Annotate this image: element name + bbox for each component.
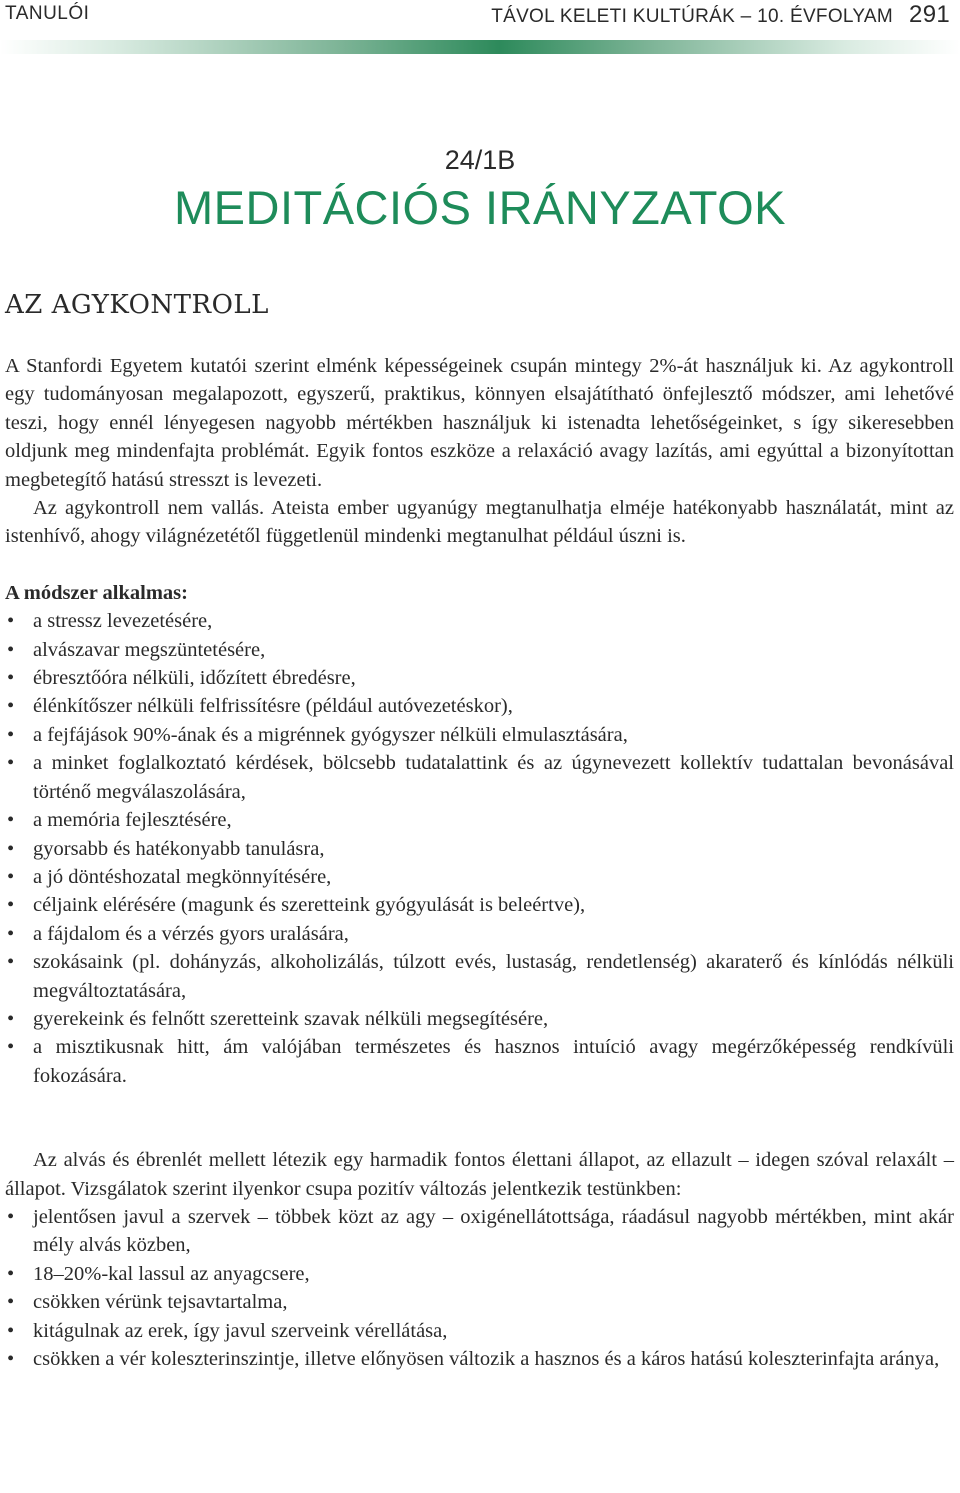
list-item: • a jó döntéshozatal megkönnyítésére, (5, 863, 954, 891)
header-left: TANULÓI (5, 3, 90, 24)
section-title: AZ AGYKONTROLL (5, 290, 269, 320)
list-item: • csökken a vér koleszterinszintje, illetve előnyösen változik a hasznos és a káros hatású koleszterinfajta aránya, (5, 1345, 954, 1373)
bullet-icon: • (7, 1036, 15, 1059)
bullet-icon: • (7, 922, 15, 945)
bullet-icon: • (7, 752, 15, 775)
bullet-icon: • (7, 638, 15, 661)
page-number: 291 (909, 1, 950, 28)
list-item: • gyorsabb és hatékonyabb tanulásra, (5, 835, 954, 863)
bullet-icon: • (7, 723, 15, 746)
list-item: • a minket foglalkoztató kérdések, bölcsebb tudatalattink és az úgynevezett kollektív tudattalan bevonásával történő megválaszolására, (5, 749, 954, 806)
list-item: • a stressz levezetésére, (5, 607, 954, 635)
benefits-list (5, 607, 954, 1090)
effects-list (5, 1203, 954, 1373)
bullet-icon: • (7, 1291, 15, 1314)
bullet-icon: • (7, 1319, 15, 1342)
lesson-number: 24/1B (444, 145, 516, 175)
bullet-icon: • (7, 894, 15, 917)
bullet-icon: • (7, 837, 15, 860)
list-item: • alvászavar megszüntetésére, (5, 636, 954, 664)
list-item: • a fájdalom és a vérzés gyors uralására, (5, 920, 954, 948)
list-item: • a memória fejlesztésére, (5, 806, 954, 834)
bullet-icon: • (7, 951, 15, 974)
bullet-icon: • (7, 1262, 15, 1285)
header-course: TÁVOL KELETI KULTÚRÁK – 10. ÉVFOLYAM (491, 6, 894, 27)
bullet-icon: • (7, 809, 15, 832)
list-item: • a misztikusnak hitt, ám valójában természetes és hasznos intuíció avagy megérzőképesség rendkívüli fokozására. (5, 1033, 954, 1090)
bullet-icon: • (7, 1348, 15, 1370)
bullet-icon: • (7, 695, 15, 718)
page-title: MEDITÁCIÓS IRÁNYZATOK (174, 181, 786, 234)
body-text (5, 352, 954, 1373)
bullet-icon: • (7, 1205, 15, 1228)
list-item: • céljaink elérésére (magunk és szeretteink gyógyulását is beleértve), (5, 891, 954, 919)
bullet-icon: • (7, 1007, 15, 1030)
paragraph-relaxation: Az alvás és ébrenlét mellett létezik egy harmadik fontos élettani állapot, az ellazult – idegen szóval relaxált – állapot. Vizsgálatok szerint ilyenkor csupa pozitív változás jelentkezik testünkben: (5, 1149, 954, 1200)
list-item: • a fejfájások 90%-ának és a migrénnek gyógyszer nélküli elmulasztására, (5, 721, 954, 749)
header-rule (0, 40, 960, 54)
paragraph-religion: Az agykontroll nem vallás. Ateista ember ugyanúgy megtanulhatja elméje hatékonyabb használatát, mint az istenhívő, ahogy világnézetétől függetlenül mindenki megtanulhat például úszni is. (5, 497, 954, 548)
list-item: • ébresztőóra nélküli, időzített ébredésre, (5, 664, 954, 692)
bullet-icon: • (7, 667, 15, 690)
header-right (491, 1, 950, 29)
list-item: • csökken vérünk tejsavtartalma, (5, 1288, 954, 1316)
bullet-icon: • (7, 865, 15, 888)
list-item: • jelentősen javul a szervek – többek közt az agy – oxigénellátottsága, ráadásul nagyobb mértékben, mint akár mély alvás közben, (5, 1203, 954, 1260)
list-item: • élénkítőszer nélküli felfrissítésre (például autóvezetéskor), (5, 692, 954, 720)
bullet-icon: • (7, 610, 15, 633)
list-lead: A módszer alkalmas: (5, 581, 188, 604)
list-item: • 18–20%-kal lassul az anyagcsere, (5, 1260, 954, 1288)
list-item: • gyerekeink és felnőtt szeretteink szavak nélküli megsegítésére, (5, 1005, 954, 1033)
list-item: • szokásaink (pl. dohányzás, alkoholizálás, túlzott evés, lustaság, rendetlenség) akaraterő és kínlódás nélküli megváltoztatására, (5, 948, 954, 1005)
list-item: • kitágulnak az erek, így javul szerveink vérellátása, (5, 1317, 954, 1345)
paragraph-intro: A Stanfordi Egyetem kutatói szerint elménk képességeinek csupán mintegy 2%-át használjuk ki. Az agykontroll egy tudományosan megalapozott, egyszerű, praktikus, könnyen elsajátítható önfejlesztő módszer, ami lehetővé teszi, hogy ennél lényegesen nagyobb mértékben használjuk ki istenadta lehetőségeinket, s így sikeresebben oldjunk meg mindenfajta problémát. Egyik fontos eszköze a relaxáció avagy lazítás, ami egyúttal a bizonyítottan megbetegítő hatású stresszt is levezeti. (5, 355, 954, 491)
